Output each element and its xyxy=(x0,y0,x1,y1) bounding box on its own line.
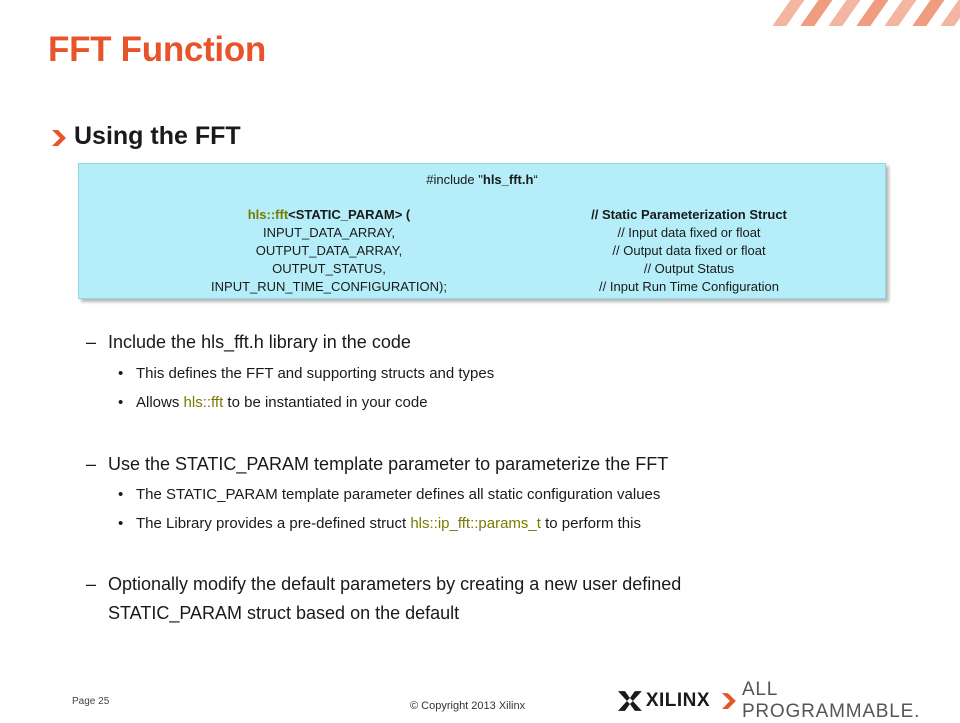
bullet-dot: • xyxy=(118,486,124,503)
code-comments xyxy=(519,206,859,296)
slide-title: FFT Function xyxy=(48,30,267,69)
code-arg: OUTPUT_DATA_ARRAY, xyxy=(255,243,403,258)
bullet-text-post: to be instantiated in your code xyxy=(223,394,428,411)
dash-marker: – xyxy=(86,454,97,474)
copyright: © Copyright 2013 Xilinx xyxy=(410,700,526,712)
bullet-text-post: to perform this xyxy=(540,515,641,532)
code-comment: // Output data fixed or float xyxy=(612,243,766,258)
logo-tagline: ALL PROGRAMMABLE. xyxy=(741,679,921,722)
page-number: Page 25 xyxy=(72,696,110,707)
point-text-line1: Optionally modify the default parameters by creating a new user defined xyxy=(108,574,682,594)
section-heading: Using the FFT xyxy=(74,122,241,150)
include-prefix: #include " xyxy=(426,172,483,187)
code-arg: INPUT_RUN_TIME_CONFIGURATION); xyxy=(211,279,447,294)
chevron-right-icon xyxy=(52,130,66,146)
bullet-text-pre: The Library provides a pre-defined struct xyxy=(136,515,411,532)
code-comment: // Input Run Time Configuration xyxy=(599,279,779,294)
xilinx-x-icon xyxy=(618,691,642,711)
include-file: hls_fft.h xyxy=(482,172,534,187)
bullet-dot: • xyxy=(118,394,124,411)
dash-marker: – xyxy=(86,332,97,352)
code-block xyxy=(78,163,886,299)
bullet-text-pre: Allows xyxy=(136,394,184,411)
code-arg: INPUT_DATA_ARRAY, xyxy=(263,225,395,240)
code-call xyxy=(169,206,489,296)
bullet-code-highlight: hls::fft xyxy=(183,394,224,411)
code-comment: // Output Status xyxy=(643,261,735,276)
code-include-line xyxy=(79,172,885,187)
call-template-open: < xyxy=(288,207,296,222)
bullet-code-highlight: hls::ip_fft::params_t xyxy=(410,515,541,532)
code-call-line xyxy=(169,206,489,224)
code-comment: // Input data fixed or float xyxy=(617,225,761,240)
logo-brand: XILINX xyxy=(645,690,711,711)
call-template-close: > ( xyxy=(394,207,411,222)
point-text-line2: STATIC_PARAM struct based on the default xyxy=(108,603,460,623)
dash-marker: – xyxy=(86,574,97,594)
include-suffix: “ xyxy=(533,172,538,187)
bullet-text xyxy=(136,393,428,413)
point-text: Use the STATIC_PARAM template parameter to parameterize the FFT xyxy=(108,454,669,474)
bullet-text xyxy=(136,514,641,534)
xilinx-logo xyxy=(618,679,960,722)
bullet-text-pre: This defines the FFT and supporting structs and types xyxy=(136,365,495,382)
code-arg: OUTPUT_STATUS, xyxy=(272,261,386,276)
bullet-text xyxy=(136,485,660,505)
bullet-dot: • xyxy=(118,515,124,532)
code-comment-head: // Static Parameterization Struct xyxy=(591,207,787,222)
call-namespace: hls::fft xyxy=(247,207,289,222)
bullet-text-pre: The STATIC_PARAM template parameter defines all static configuration values xyxy=(136,486,661,503)
header-stripes xyxy=(760,0,960,26)
bullet-dot: • xyxy=(118,365,124,382)
chevron-right-icon xyxy=(722,693,736,709)
bullet-text xyxy=(136,364,494,384)
point-text: Include the hls_fft.h library in the code xyxy=(108,332,411,352)
call-template-param: STATIC_PARAM xyxy=(295,207,395,222)
